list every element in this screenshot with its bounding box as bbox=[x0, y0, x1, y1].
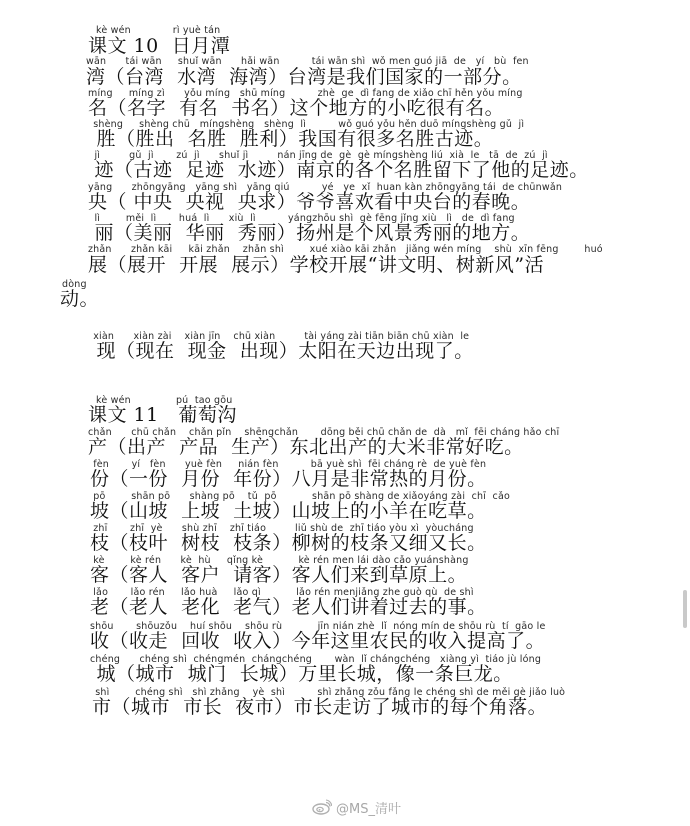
line-pinyin: jì gǔ jì zú jì shuǐ jì nán jīng de gè gè míngshèng liú xià le tā de zú jì bbox=[88, 150, 548, 161]
lesson-title-pinyin: kè wén rì yuè tán bbox=[96, 25, 221, 36]
line-text: 湾（台湾 水湾 海湾）台湾是我们国家的一部分。 bbox=[86, 66, 522, 88]
line-text: 客（客人 客户 请客）客人们来到草原上。 bbox=[90, 564, 468, 586]
line-text: 名（名字 有名 书名）这个地方的小吃很有名。 bbox=[88, 97, 505, 119]
line-pinyin: shōu shōuzǒu huí shōu shōu rù jīn nián zhè lǐ nóng mín de shōu rù tí gāo le bbox=[90, 621, 546, 632]
line-text: 展（展开 开展 展示）学校开展“讲文明、树新风”活 bbox=[88, 254, 545, 276]
line-pinyin: wān tái wān shuǐ wān hǎi wān tái wān shì wǒ men guó jiā de yí bù fen bbox=[86, 56, 529, 67]
line-pinyin: kè kè rén kè hù qǐng kè kè rén men lái dào cǎo yuánshàng bbox=[90, 555, 469, 566]
line-pinyin: yāng zhōngyāng yāng shì yāng qiú yé ye xǐ huan kàn zhōngyāng tái de chūnwǎn bbox=[88, 182, 563, 193]
line-text: 现（现在 现金 出现）太阳在天边出现了。 bbox=[90, 340, 474, 362]
line-pinyin: lì měi lì huá lì xiù lì yángzhōu shì gè fēng jǐng xiù lì de dì fang bbox=[88, 213, 515, 224]
line-pinyin: pō shān pō shàng pō tǔ pō shān pō shàng de xiǎoyáng zài chī cǎo bbox=[90, 491, 510, 502]
lesson-title: 课文 10 日月潭 bbox=[88, 35, 231, 57]
lesson-title-pinyin: kè wén pú tao gōu bbox=[96, 395, 233, 406]
line-pinyin: dòng bbox=[62, 279, 87, 290]
line-text: 收（收走 回收 收入）今年这里农民的收入提高了。 bbox=[90, 630, 546, 652]
line-text: 份（一份 月份 年份）八月是非常热的月份。 bbox=[90, 468, 487, 490]
line-text: 枝（枝叶 树枝 枝条）柳树的枝条又细又长。 bbox=[90, 532, 487, 554]
line-pinyin: shèng shèng chū míngshèng shèng lì wǒ guó yǒu hěn duō míngshèng gǔ jì bbox=[90, 119, 525, 130]
line-pinyin: shì chéng shì shì zhǎng yè shì shì zhǎng zǒu fǎng le chéng shì de měi gè jiǎo luò bbox=[92, 687, 566, 698]
line-text: 迹（古迹 足迹 水迹）南京的各个名胜留下了他的足迹。 bbox=[88, 159, 589, 181]
vertical-scrollbar-thumb[interactable] bbox=[683, 590, 687, 628]
line-pinyin: chǎn chū chǎn chǎn pǐn shēngchǎn dōng běi chū chǎn de dà mǐ fēi cháng hǎo chī bbox=[88, 427, 560, 438]
line-text: 市（城市 市长 夜市）市长走访了城市的每个角落。 bbox=[92, 696, 548, 718]
line-text: 坡（山坡 上坡 土坡）山坡上的小羊在吃草。 bbox=[90, 500, 487, 522]
weibo-logo-icon bbox=[312, 799, 332, 815]
line-pinyin: fèn yí fèn yuè fèn nián fèn bā yuè shì fēi cháng rè de yuè fèn bbox=[90, 459, 487, 470]
line-text: 动。 bbox=[60, 288, 100, 310]
line-text: 城（城市 城门 长城）万里长城，像一条巨龙。 bbox=[90, 663, 513, 685]
watermark-text: @MS_清叶 bbox=[336, 801, 401, 817]
lesson-title: 课文 11 葡萄沟 bbox=[88, 404, 237, 426]
line-text: 丽（美丽 华丽 秀丽）扬州是个风景秀丽的地方。 bbox=[88, 222, 531, 244]
line-pinyin: lǎo lǎo rén lǎo huà lǎo qì lǎo rén menjiǎng zhe guò qù de shì bbox=[90, 587, 474, 598]
line-text: 胜（胜出 名胜 胜利）我国有很多名胜古迹。 bbox=[90, 128, 494, 150]
line-pinyin: zhǎn zhǎn kāi kāi zhǎn zhǎn shì xué xiào kāi zhǎn jiǎng wén míng shù xīn fēng huó bbox=[88, 244, 603, 255]
line-text: 产（出产 产品 生产）东北出产的大米非常好吃。 bbox=[88, 436, 524, 458]
line-text: 老（老人 老化 老气）老人们讲着过去的事。 bbox=[90, 596, 487, 618]
line-pinyin: míng míng zì yǒu míng shū míng zhè ge dì fang de xiǎo chī hěn yǒu míng bbox=[88, 88, 523, 99]
watermark bbox=[312, 796, 401, 818]
line-text: 央（ 中央 央视 央求）爷爷喜欢看中央台的春晚。 bbox=[88, 191, 531, 213]
line-pinyin: xiàn xiàn zài xiàn jīn chū xiàn tài yáng zài tiān biān chū xiàn le bbox=[90, 331, 470, 342]
line-pinyin: chéng chéng shì chéngmén chángchéng wàn lǐ chángchéng xiàng yì tiáo jù lóng bbox=[90, 654, 542, 665]
line-pinyin: zhī zhī yè shù zhī zhī tiáo liǔ shù de zhī tiáo yòu xì yòucháng bbox=[90, 523, 474, 534]
